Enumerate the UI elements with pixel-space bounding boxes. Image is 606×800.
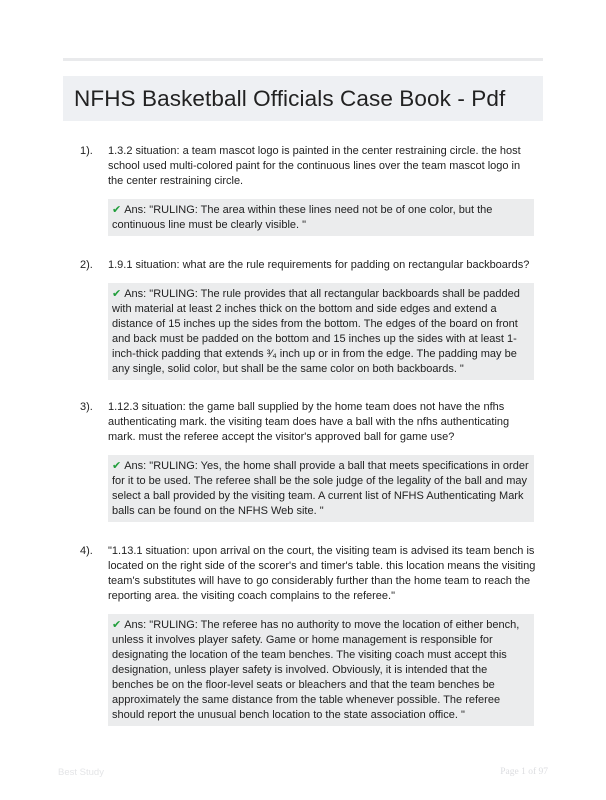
check-icon: ✔ <box>112 287 122 300</box>
answer-text: Ans: "RULING: The referee has no authority to move the location of either bench, unless it involves player safety. Game or home management is responsible for designating the location of the team benches. The visiting coach must accept this designation, unless player safety is involved. Obviously, it is intended that the benches be on the floor-level seats or bleachers and that the team benches be approximately the same distance from the table whenever possible. The referee should report the unusual bench location to the state association office. " <box>112 619 520 721</box>
check-icon: ✔ <box>112 618 122 631</box>
question-number: 4). <box>80 545 93 557</box>
question-text: "1.13.1 situation: upon arrival on the court, the visiting team is advised its team bench is located on the right side of the scorer's and timer's table. this location means the visiting team's substitutes will have to go considerably further than the home team to reach the reporting area. the visiting coach complains to the referee." <box>108 545 536 602</box>
answer-text: Ans: "RULING: The rule provides that all rectangular backboards shall be padded with material at least 2 inches thick on the bottom and side edges and extend a distance of 15 inches up the sides from the bottom. The edges of the board on front and back must be padded on the bottom and 15 inches up the sides with at least 1-inch-thick padding that extends ³⁄₄ inch up or in from the edge. The padding may be any single, solid color, but shall be the same color on both backboards. " <box>112 288 520 375</box>
answer-text: Ans: "RULING: Yes, the home shall provide a ball that meets specifications in order for it to be used. The referee shall be the sole judge of the legality of the ball and may select a ball provided by the visiting team. A current list of NFHS Authenticating Mark balls can be found on the NFHS Web site. " <box>112 460 529 517</box>
question-text: 1.9.1 situation: what are the rule requirements for padding on rectangular backboards? <box>108 259 530 271</box>
page-counter: Page 1 of 97 <box>500 767 548 777</box>
qa-item-3 <box>80 400 536 522</box>
question-text: 1.12.3 situation: the game ball supplied by the home team does not have the nfhs authenticating mark. the visiting team does have a ball with the nfhs authenticating mark. must the referee accept the visitor's approved ball for game use? <box>108 401 510 443</box>
answer-box <box>108 455 534 522</box>
page-title: NFHS Basketball Officials Case Book - Pdf <box>74 85 506 111</box>
question-number: 3). <box>80 401 93 413</box>
check-icon: ✔ <box>112 459 122 472</box>
top-divider <box>63 58 543 61</box>
answer-box <box>108 199 534 236</box>
answer-box <box>108 614 534 726</box>
footer-brand: Best Study <box>58 767 104 778</box>
question-number: 1). <box>80 145 93 157</box>
qa-item-2 <box>80 258 536 380</box>
answer-text: Ans: "RULING: The area within these lines need not be of one color, but the continuous line must be clearly visible. " <box>112 204 493 231</box>
question-number: 2). <box>80 259 93 271</box>
title-bar <box>63 76 543 121</box>
qa-item-1 <box>80 144 536 236</box>
check-icon: ✔ <box>112 203 122 216</box>
question-text: 1.3.2 situation: a team mascot logo is painted in the center restraining circle. the host school used multi-colored paint for the continuous lines over the team mascot logo in the center restraining circle. <box>108 145 521 187</box>
answer-box <box>108 283 534 380</box>
qa-item-4 <box>80 544 536 726</box>
